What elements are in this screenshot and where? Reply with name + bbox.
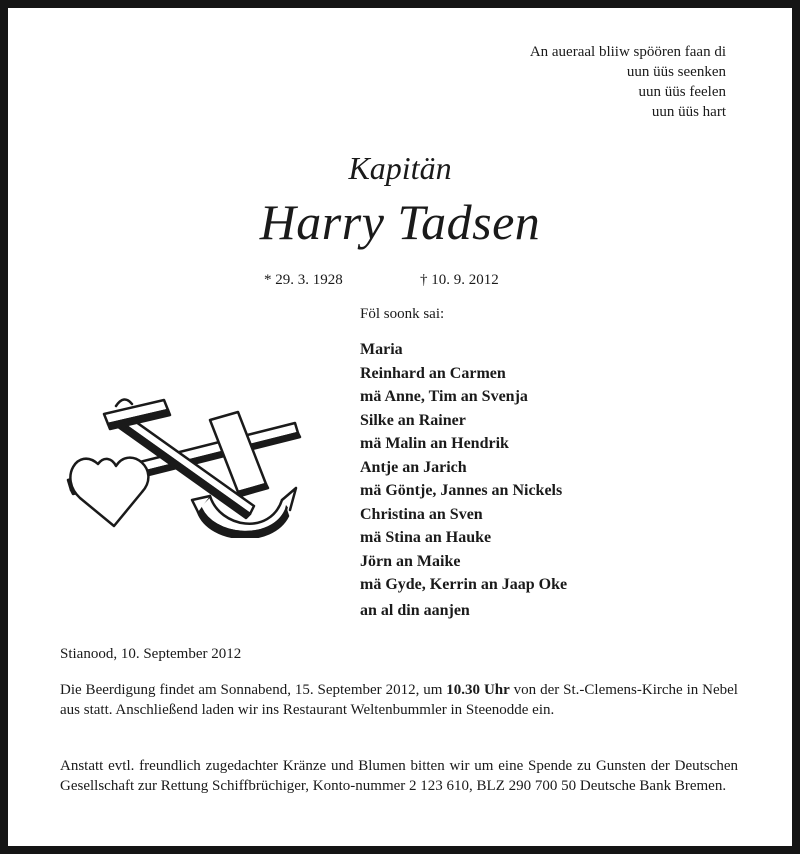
family-group	[360, 409, 567, 455]
motto-verse	[530, 42, 726, 122]
place-and-date: Stianood, 10. September 2012	[60, 646, 242, 662]
family-group	[360, 550, 567, 596]
family-line: Antje an Jarich	[360, 459, 467, 476]
donation-request: Anstatt evtl. freundlich zugedachter Kränze und Blumen bitten wir um eine Spende zu Gunsten der Deutschen Gesellschaft zur Rettung Schiffbrüchiger, Konto-nummer 2 123 610, BLZ 290 700 50 Deutsche Bank Bremen.	[60, 758, 738, 794]
death-date-value: 10. 9. 2012	[431, 272, 499, 288]
family-closing: an al din aanjen	[360, 602, 470, 619]
funeral-text-start: Die Beerdigung findet am Sonnabend, 15. September 2012, um	[60, 682, 447, 698]
birth-date-value: 29. 3. 1928	[275, 272, 343, 288]
family-group	[360, 338, 567, 361]
family-line: mä Malin an Hendrik	[360, 435, 509, 452]
family-line: mä Göntje, Jannes an Nickels	[360, 482, 563, 499]
family-group	[360, 456, 567, 502]
motto-line-3: uun üüs feelen	[638, 84, 726, 100]
family-line: Maria	[360, 341, 403, 358]
deceased-title: Kapitän	[348, 150, 452, 186]
family-line: Reinhard an Carmen	[360, 365, 506, 382]
birth-date	[264, 270, 343, 290]
motto-line-2: uun üüs seenken	[626, 64, 726, 80]
deceased-name: Harry Tadsen	[259, 194, 541, 250]
family-line: mä Gyde, Kerrin an Jaap Oke	[360, 576, 568, 593]
family-line: Christina an Sven	[360, 506, 483, 523]
death-date	[420, 270, 499, 290]
motto-line-1: An aueraal bliiw spöören faan di	[529, 44, 726, 60]
cross-anchor-heart-icon	[60, 388, 310, 538]
family-list	[360, 338, 567, 622]
birth-symbol: *	[264, 272, 272, 288]
family-line: Silke an Rainer	[360, 412, 466, 429]
funeral-time: 10.30 Uhr	[446, 682, 510, 698]
family-line: Jörn an Maike	[360, 553, 461, 570]
family-line: mä Stina an Hauke	[360, 529, 492, 546]
funeral-announcement	[60, 680, 738, 720]
family-line: mä Anne, Tim an Svenja	[360, 388, 528, 405]
mourners-intro: Föl soonk sai:	[360, 306, 445, 322]
funeral-text-end: von der St.-Clemens-Kirche in Nebel aus statt. Anschließend laden wir ins Restaurant Weltenbummler in Steenodde ein.	[60, 682, 738, 718]
family-group	[360, 362, 567, 408]
family-group	[360, 503, 567, 549]
motto-line-4: uun üüs hart	[651, 104, 726, 120]
death-symbol: †	[420, 272, 428, 288]
